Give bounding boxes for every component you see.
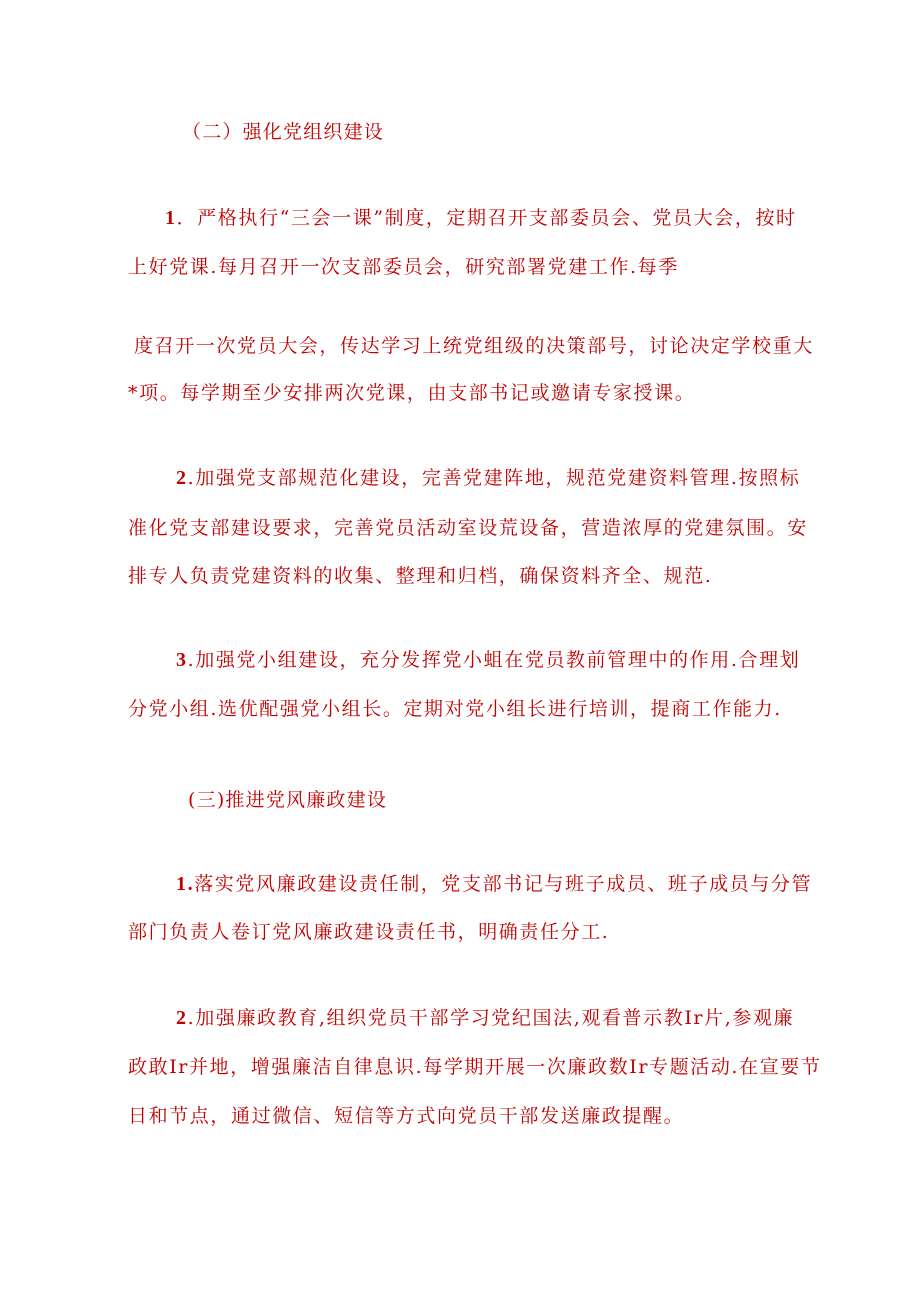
paragraph-3-2-line-1 [176, 1006, 794, 1030]
item-number: 1 [165, 207, 177, 229]
paragraph-text: 落实党风廉政建设责任制，党支部书记与班子成员、班子成员与分管 [194, 873, 813, 895]
paragraph-text: .加强党支部规范化建设，完善党建阵地，规范党建资料管理.按照标 [187, 467, 801, 489]
item-number: 2 [176, 467, 188, 489]
paragraph-3-1-line-2: 部门负责人卷订党风廉政建设责任书，明确责任分工. [128, 921, 610, 943]
paragraph-2-1-line-3: 度召开一次党员大会，传达学习上统党组级的决策部号，讨论决定学校重大 [134, 335, 814, 357]
paragraph-3-1-line-1 [176, 872, 812, 896]
paragraph-2-1-line-1 [165, 206, 797, 230]
paragraph-3-2-line-2: 政敢Ir并地，增强廉洁自律息识.每学期开展一次廉政数Ir专题活动.在宣要节 [128, 1056, 822, 1078]
paragraph-2-2-line-3: 排专人负责党建资料的收集、整理和归档，确保资料齐全、规范. [128, 565, 713, 587]
paragraph-2-1-line-2: 上好党课.每月召开一次支部委员会，研究部署党建工作.每季 [128, 256, 679, 278]
paragraph-2-2-line-2: 准化党支部建设要求，完善党员活动室设荒设备，营造浓厚的党建氛围。安 [128, 517, 808, 539]
section-heading-3: (三)推进党风廉政建设 [188, 789, 388, 811]
paragraph-text: .加强廉政教育,组织党员干部学习党纪国法,观看普示教Ir片,参观廉 [187, 1007, 795, 1029]
paragraph-2-3-line-2: 分党小组.选优配强党小组长。定期对党小组长进行培训，提商工作能力. [128, 698, 782, 720]
paragraph-3-2-line-3: 日和节点，通过微信、短信等方式向党员干部发送廉政提醒。 [128, 1105, 685, 1127]
paragraph-2-2-line-1 [176, 466, 800, 490]
paragraph-text: .加强党小组建设，充分发挥党小蛆在党员教前管理中的作用.合理划 [187, 649, 801, 671]
item-number: 3 [176, 649, 188, 671]
section-heading-2: （二）强化党组织建设 [182, 121, 385, 143]
paragraph-2-3-line-1 [176, 648, 800, 672]
paragraph-2-1-line-4: *项。每学期至少安排两次党课，由支部书记或邀请专家授课。 [128, 382, 696, 404]
paragraph-text: ．严格执行“三会一课”制度，定期召开支部委员会、党员大会，按时 [176, 207, 797, 229]
item-number: 1. [176, 873, 195, 895]
item-number: 2 [176, 1007, 188, 1029]
